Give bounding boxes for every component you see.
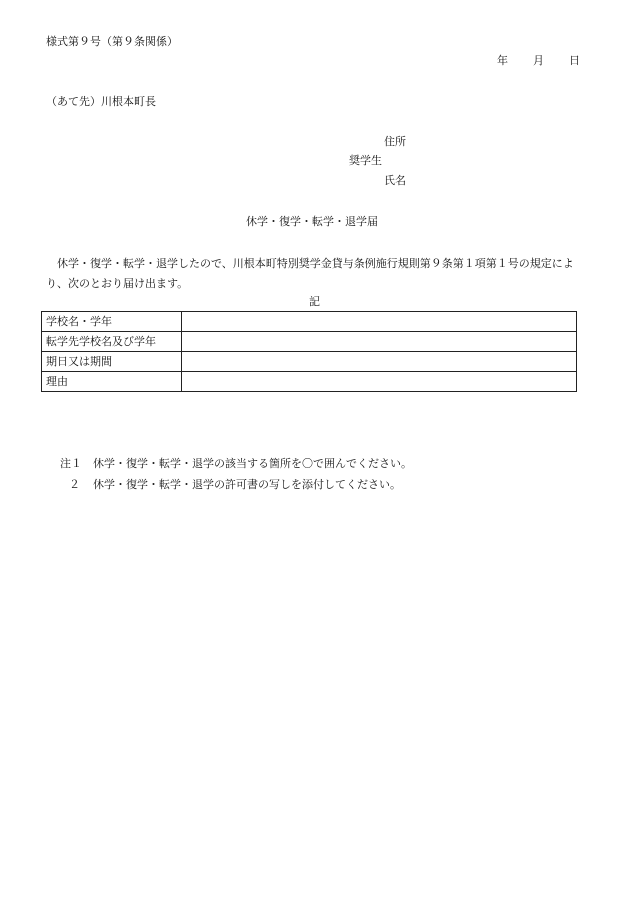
addressee: （あて先）川根本町長 (46, 95, 156, 108)
note-text: 休学・復学・転学・退学の該当する箇所を〇で囲んでください。 (93, 457, 412, 470)
table-row (42, 352, 577, 372)
row-value-school[interactable] (182, 312, 577, 332)
row-value-reason[interactable] (182, 372, 577, 392)
row-value-transfer-school[interactable] (182, 332, 577, 352)
body-text: 休学・復学・転学・退学したので、川根本町特別奨学金貸与条例施行規則第９条第１項第１号の規定により、次のとおり届け出ます。 (46, 257, 574, 290)
row-label-reason: 理由 (42, 372, 182, 392)
row-label-school: 学校名・学年 (42, 312, 182, 332)
date-year-label: 年 (497, 54, 508, 67)
row-value-period[interactable] (182, 352, 577, 372)
note-item (60, 479, 401, 490)
ki-label: 記 (309, 295, 320, 308)
date-line (497, 55, 580, 66)
document-title: 休学・復学・転学・退学届 (246, 215, 378, 228)
note-marker: ２ (69, 478, 80, 491)
date-day-label: 日 (569, 54, 580, 67)
note-item (60, 458, 412, 469)
info-table (41, 311, 577, 392)
applicant-address-label: 住所 (384, 135, 406, 148)
table-row (42, 312, 577, 332)
form-number: 様式第９号（第９条関係） (46, 35, 178, 48)
table-row (42, 372, 577, 392)
applicant-role-label: 奨学生 (349, 154, 382, 167)
note-text: 休学・復学・転学・退学の許可書の写しを添付してください。 (93, 478, 401, 491)
row-label-transfer-school: 転学先学校名及び学年 (42, 332, 182, 352)
applicant-name-label: 氏名 (384, 174, 406, 187)
table-row (42, 332, 577, 352)
note-marker: 注１ (60, 457, 82, 470)
row-label-period: 期日又は期間 (42, 352, 182, 372)
date-month-label: 月 (533, 54, 544, 67)
